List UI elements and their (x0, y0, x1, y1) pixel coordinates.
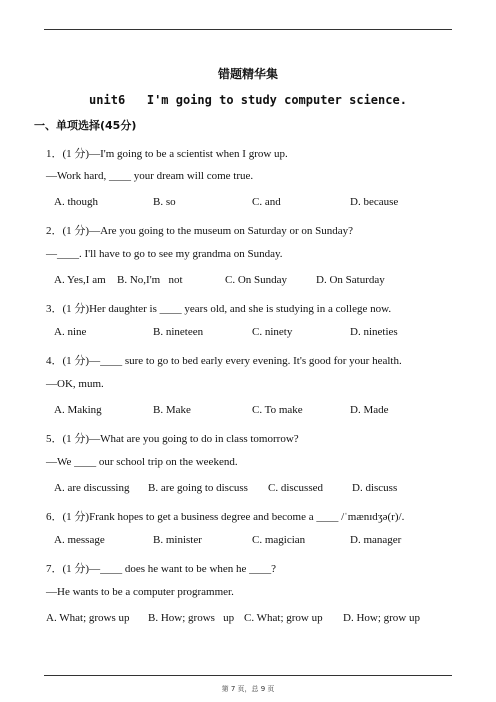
option-b[interactable]: B. No,I'm not (117, 274, 183, 286)
option-d[interactable]: D. because (350, 196, 399, 208)
question-2-reply: —____. I'll have to go to see my grandma on Sunday. (46, 248, 283, 260)
question-7-stem: 7．(1 分)—____ does he want to be when he ____? (46, 563, 277, 575)
question-7-options (0, 612, 496, 626)
option-d[interactable]: D. How; grow up (343, 612, 420, 624)
question-2-options (0, 274, 496, 288)
option-d[interactable]: D. Made (350, 404, 389, 416)
option-c[interactable]: C. discussed (268, 482, 323, 494)
option-d[interactable]: D. discuss (352, 482, 398, 494)
question-5-stem: 5．(1 分)—What are you going to do in class tomorrow? (46, 433, 299, 445)
option-c[interactable]: C. ninety (252, 326, 293, 338)
option-a[interactable]: A. What; grows up (46, 612, 130, 624)
option-a[interactable]: A. though (54, 196, 98, 208)
option-b[interactable]: B. are going to discuss (148, 482, 248, 494)
question-6-stem: 6．(1 分)Frank hopes to get a business degree and become a ____ /ˈmænɪdʒə(r)/. (46, 511, 405, 523)
question-4-reply: —OK, mum. (46, 378, 104, 390)
section-heading: 一、单项选择(45分) (34, 119, 137, 132)
unit-title: unit6 I'm going to study computer science. (89, 93, 407, 107)
option-b[interactable]: B. minister (153, 534, 202, 546)
question-3-options (0, 326, 496, 340)
option-a[interactable]: A. message (54, 534, 105, 546)
page-title: 错题精华集 (217, 67, 278, 81)
question-1-stem: 1．(1 分)—I'm going to be a scientist when I grow up. (46, 148, 288, 160)
option-d[interactable]: D. On Saturday (316, 274, 385, 286)
option-c[interactable]: C. and (252, 196, 281, 208)
option-a[interactable]: A. Yes,I am (54, 274, 106, 286)
option-a[interactable]: A. are discussing (54, 482, 130, 494)
option-a[interactable]: A. nine (54, 326, 87, 338)
option-c[interactable]: C. What; grow up (244, 612, 323, 624)
question-6-options (0, 534, 496, 548)
footer-rule (44, 675, 452, 676)
option-a[interactable]: A. Making (54, 404, 102, 416)
question-5-reply: —We ____ our school trip on the weekend. (46, 456, 238, 468)
question-1-options (0, 196, 496, 210)
question-4-stem: 4．(1 分)—____ sure to go to bed early every evening. It's good for your health. (46, 355, 402, 367)
question-3-stem: 3．(1 分)Her daughter is ____ years old, and she is studying in a college now. (46, 303, 392, 315)
question-7-reply: —He wants to be a computer programmer. (46, 586, 234, 598)
question-4-options (0, 404, 496, 418)
option-b[interactable]: B. nineteen (153, 326, 204, 338)
option-d[interactable]: D. nineties (350, 326, 398, 338)
option-c[interactable]: C. magician (252, 534, 306, 546)
option-d[interactable]: D. manager (350, 534, 402, 546)
option-b[interactable]: B. Make (153, 404, 191, 416)
question-1-reply: —Work hard, ____ your dream will come true. (46, 170, 254, 182)
option-b[interactable]: B. How; grows up (148, 612, 235, 624)
option-c[interactable]: C. On Sunday (225, 274, 288, 286)
page-number: 第 7 页，总 9 页 (221, 685, 275, 693)
option-b[interactable]: B. so (153, 196, 176, 208)
question-2-stem: 2．(1 分)—Are you going to the museum on Saturday or on Sunday? (46, 225, 354, 237)
question-5-options (0, 482, 496, 496)
option-c[interactable]: C. To make (252, 404, 303, 416)
header-rule (44, 29, 452, 30)
